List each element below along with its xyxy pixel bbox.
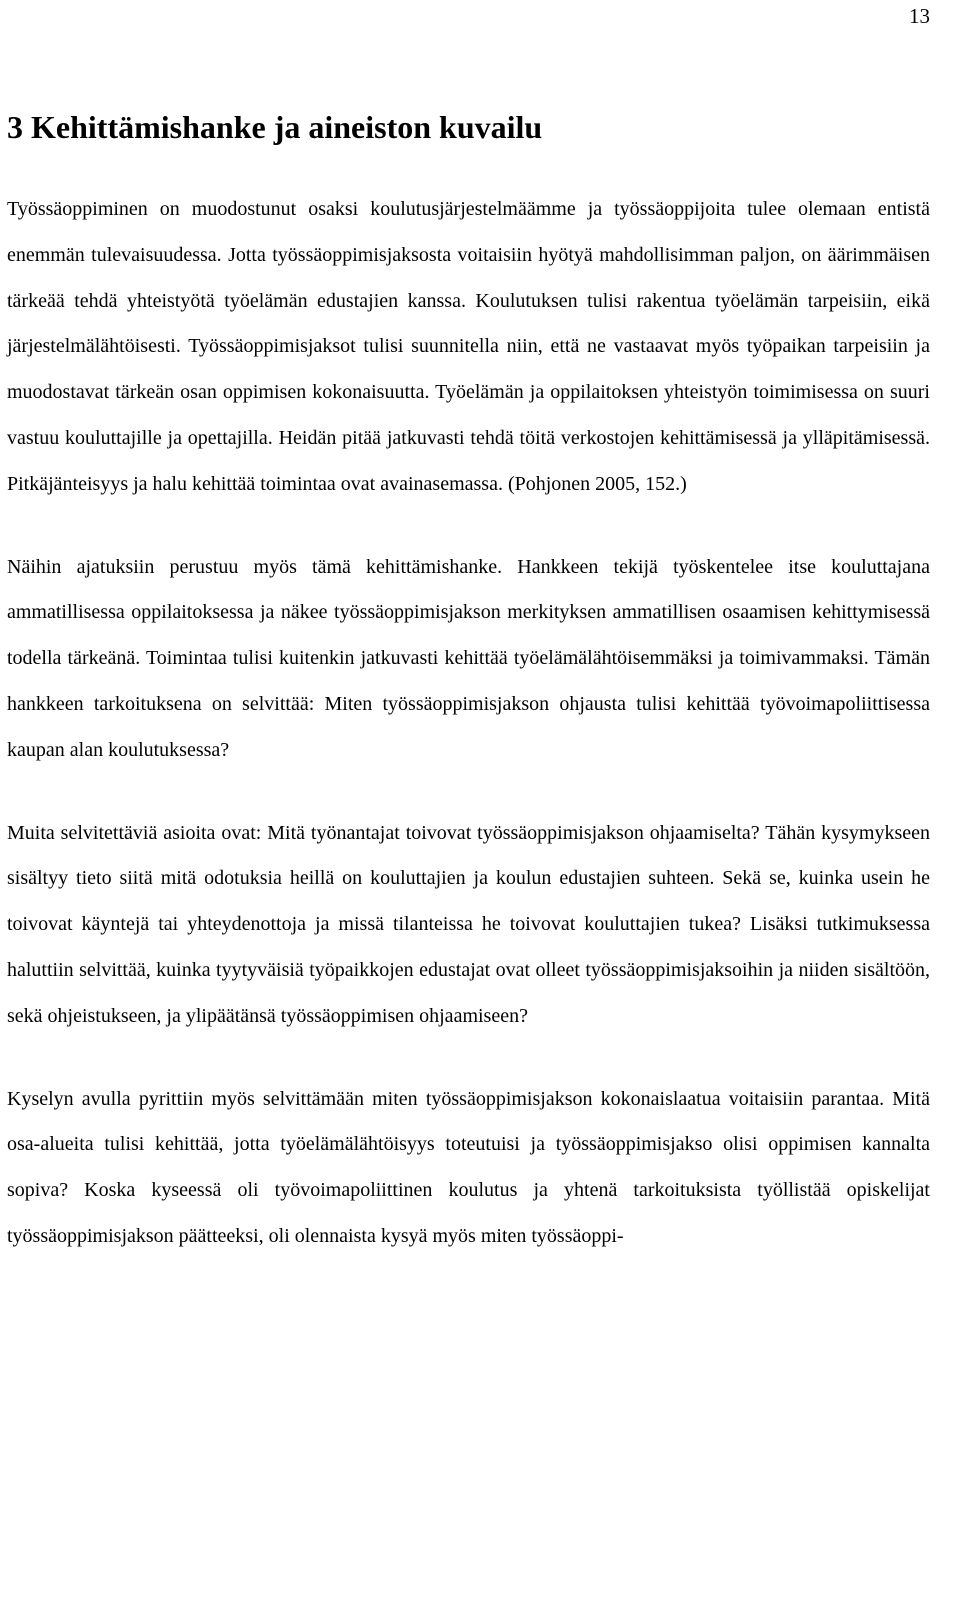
paragraph-3: Muita selvitettäviä asioita ovat: Mitä työnantajat toivovat työssäoppimisjakson ohjaamiselta? Tähän kysymykseen sisältyy tieto siitä mitä odotuksia heillä on kouluttajien ja koulun edustajien suhteen. Sekä se, kuinka usein he toivovat käyntejä tai yhteydenottoja ja missä tilanteissa he toivovat kouluttajien tukea? Lisäksi tutkimuksessa haluttiin selvittää, kuinka tyytyväisiä työpaikkojen edustajat ovat olleet työssäoppimisjaksoihin ja niiden sisältöön, sekä ohjeistukseen, ja ylipäätänsä työssäoppimisen ohjaamiseen? (7, 821, 930, 1027)
page-number: 13 (909, 4, 930, 28)
paragraph-4: Kyselyn avulla pyrittiin myös selvittämään miten työssäoppimisjakson kokonaislaatua voitaisiin parantaa. Mitä osa-alueita tulisi kehittää, jotta työelämälähtöisyys toteutuisi ja työssäoppimisjakso olisi oppimisen kannalta sopiva? Koska kyseessä oli työvoimapoliittinen koulutus ja yhtenä tarkoituksista työllistää opiskelijat työssäoppimisjakson päätteeksi, oli olennaista kysyä myös miten työssäoppi- (7, 1087, 930, 1247)
section-heading: 3 Kehittämishanke ja aineiston kuvailu (7, 109, 543, 145)
page-content (7, 104, 930, 1260)
paragraph-2: Näihin ajatuksiin perustuu myös tämä kehittämishanke. Hankkeen tekijä työskentelee itse kouluttajana ammatillisessa oppilaitoksessa ja näkee työssäoppimisjakson merkityksen ammatillisen osaamisen kehittymisessä todella tärkeänä. Toimintaa tulisi kuitenkin jatkuvasti kehittää työelämälähtöisemmäksi ja toimivammaksi. Tämän hankkeen tarkoituksena on selvittää: Miten työssäoppimisjakson ohjausta tulisi kehittää työvoimapoliittisessa kaupan alan koulutuksessa? (7, 555, 930, 761)
paragraph-1: Työssäoppiminen on muodostunut osaksi koulutusjärjestelmäämme ja työssäoppijoita tulee olemaan entistä enemmän tulevaisuudessa. Jotta työssäoppimisjaksosta voitaisiin hyötyä mahdollisimman paljon, on äärimmäisen tärkeää tehdä yhteistyötä työelämän edustajien kanssa. Koulutuksen tulisi rakentua työelämän tarpeisiin, eikä järjestelmälähtöisesti. Työssäoppimisjaksot tulisi suunnitella niin, että ne vastaavat myös työpaikan tarpeisiin ja muodostavat tärkeän osan oppimisen kokonaisuutta. Työelämän ja oppilaitoksen yhteistyön toimimisessa on suuri vastuu kouluttajille ja opettajilla. Heidän pitää jatkuvasti tehdä töitä verkostojen kehittämisessä ja ylläpitämisessä. Pitkäjänteisyys ja halu kehittää toimintaa ovat avainasemassa. (Pohjonen 2005, 152.) (7, 198, 930, 495)
